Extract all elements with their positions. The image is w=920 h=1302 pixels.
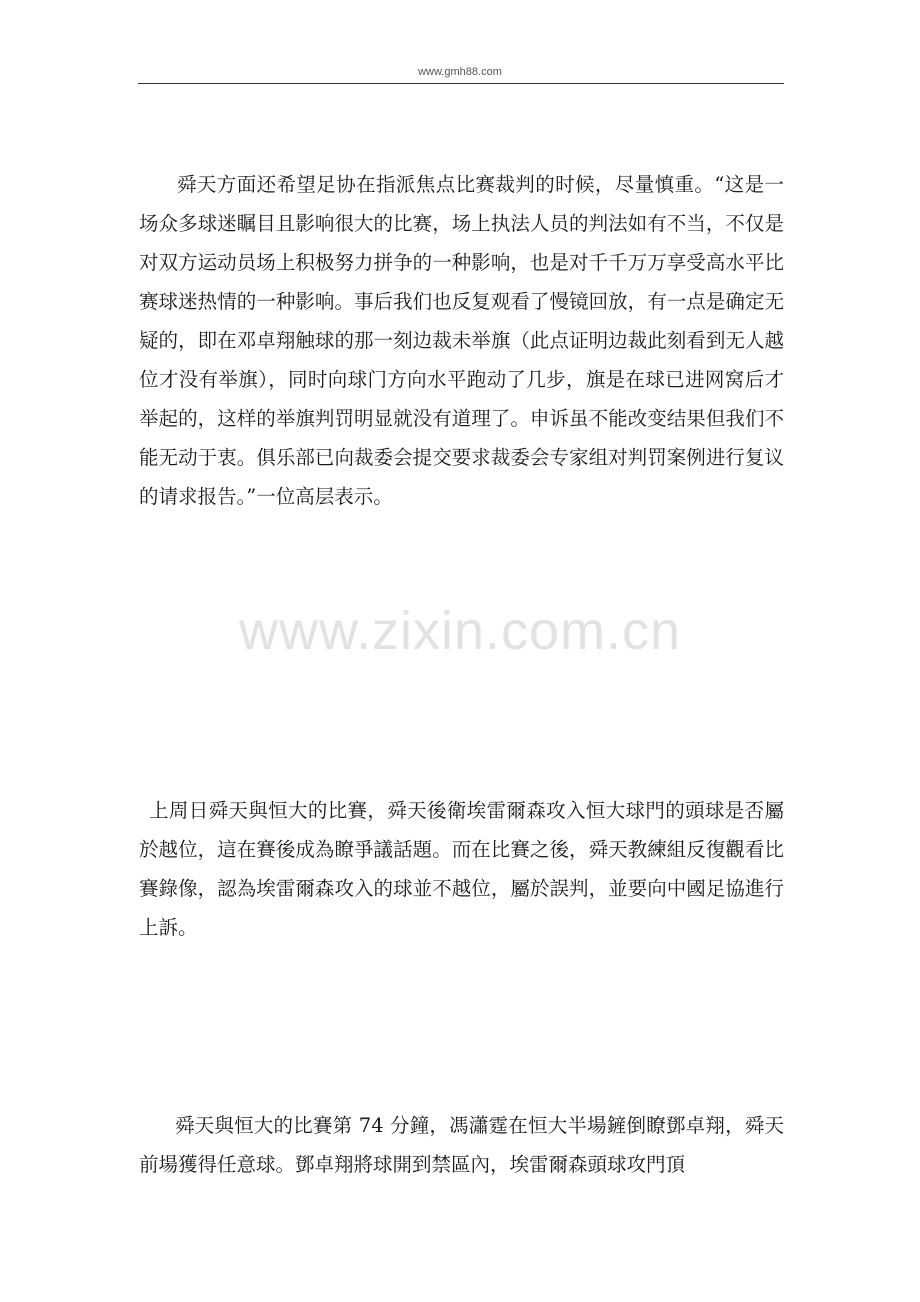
header-url: www.gmh88.com (418, 66, 502, 78)
paragraph-2: 上周日舜天與恒大的比賽，舜天後衛埃雷爾森攻入恒大球門的頭球是否屬於越位，這在賽後成為瞭爭議話題。而在比賽之後，舜天教練組反復觀看比賽錄像，認為埃雷爾森攻入的球並不越位，屬於誤判，並要向中國足協進行上訴。 (139, 799, 784, 939)
watermark: www.zixin.com.cn (238, 601, 682, 661)
header-divider (138, 83, 784, 84)
paragraph-1: 舜天方面还希望足协在指派焦点比赛裁判的时候，尽量慎重。“这是一场众多球迷瞩目且影响很大的比赛，场上执法人员的判法如有不当，不仅是对双方运动员场上积极努力拼争的一种影响，也是对千千万万享受高水平比赛球迷热情的一种影响。事后我们也反复观看了慢镜回放，有一点是确定无疑的，即在邓卓翔触球的那一刻边裁未举旗（此点证明边裁此刻看到无人越位才没有举旗），同时向球门方向水平跑动了几步，旗是在球已进网窝后才举起的，这样的举旗判罚明显就没有道理了。申诉虽不能改变结果但我们不能无动于衷。俱乐部已向裁委会提交要求裁委会专家组对判罚案例进行复议的请求报告。”一位高层表示。 (139, 173, 784, 508)
paragraph-3: 舜天與恒大的比賽第 74 分鐘，馮瀟霆在恒大半場鏟倒瞭鄧卓翔，舜天前場獲得任意球。鄧卓翔將球開到禁區內，埃雷爾森頭球攻門頂 (139, 1114, 784, 1176)
